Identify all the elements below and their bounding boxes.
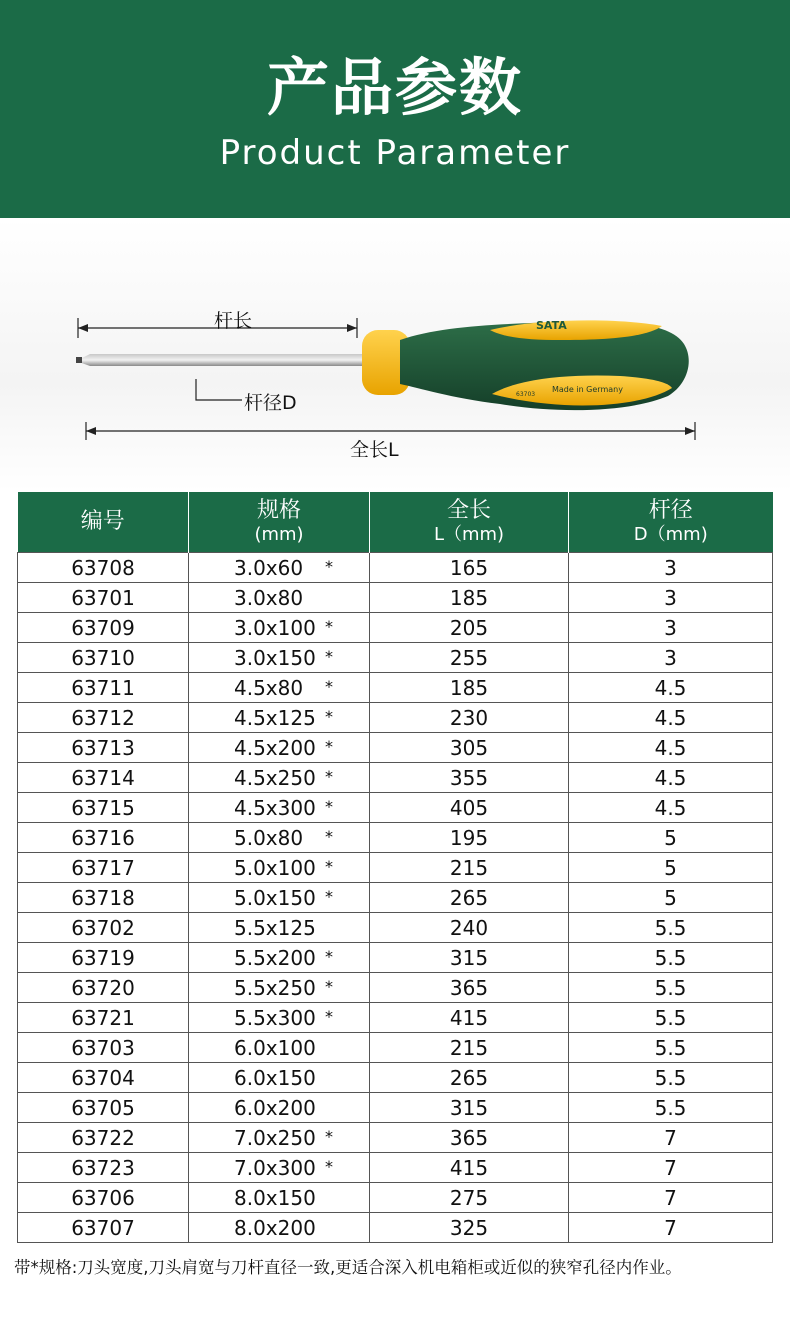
page-title: 产品参数 xyxy=(266,51,523,124)
spec-table xyxy=(17,492,773,1243)
cell-code: 63716 xyxy=(18,823,189,853)
cell-shank-diameter: 7 xyxy=(569,1183,773,1213)
table-row xyxy=(18,763,773,793)
cell-total-length: 315 xyxy=(370,943,569,973)
table-row xyxy=(18,583,773,613)
table-row xyxy=(18,613,773,643)
cell-shank-diameter: 5 xyxy=(569,883,773,913)
table-header-row xyxy=(18,492,773,553)
table-row xyxy=(18,643,773,673)
table-row xyxy=(18,1123,773,1153)
cell-shank-diameter: 5.5 xyxy=(569,1063,773,1093)
table-row xyxy=(18,1213,773,1243)
cell-total-length: 215 xyxy=(370,1033,569,1063)
cell-spec: 7.0x300 * xyxy=(189,1153,370,1183)
table-row xyxy=(18,1033,773,1063)
cell-spec: 5.0x150 * xyxy=(189,883,370,913)
table-row xyxy=(18,553,773,583)
cell-spec: 3.0x100 * xyxy=(189,613,370,643)
table-row xyxy=(18,1153,773,1183)
table-row xyxy=(18,1063,773,1093)
cell-code: 63718 xyxy=(18,883,189,913)
header-banner xyxy=(0,0,790,218)
cell-total-length: 185 xyxy=(370,673,569,703)
cell-code: 63705 xyxy=(18,1093,189,1123)
cell-code: 63701 xyxy=(18,583,189,613)
cell-shank-diameter: 4.5 xyxy=(569,763,773,793)
cell-code: 63722 xyxy=(18,1123,189,1153)
cell-spec: 4.5x125 * xyxy=(189,703,370,733)
cell-code: 63708 xyxy=(18,553,189,583)
cell-shank-diameter: 4.5 xyxy=(569,733,773,763)
table-row xyxy=(18,1003,773,1033)
table-row xyxy=(18,793,773,823)
cell-total-length: 275 xyxy=(370,1183,569,1213)
cell-code: 63719 xyxy=(18,943,189,973)
table-row xyxy=(18,703,773,733)
cell-spec: 5.5x125 xyxy=(189,913,370,943)
page-subtitle: Product Parameter xyxy=(219,133,571,173)
star-marker: * xyxy=(325,647,333,666)
cell-shank-diameter: 3 xyxy=(569,553,773,583)
cell-total-length: 405 xyxy=(370,793,569,823)
cell-spec: 5.5x250 * xyxy=(189,973,370,1003)
cell-spec: 5.0x80 * xyxy=(189,823,370,853)
cell-shank-diameter: 5.5 xyxy=(569,1003,773,1033)
star-marker: * xyxy=(325,767,333,786)
cell-total-length: 415 xyxy=(370,1003,569,1033)
cell-code: 63714 xyxy=(18,763,189,793)
shank-length-label: 杆长 xyxy=(214,310,253,332)
table-row xyxy=(18,733,773,763)
cell-shank-diameter: 7 xyxy=(569,1153,773,1183)
star-marker: * xyxy=(325,977,333,996)
header-shank-diameter: 杆径 D（mm) xyxy=(569,492,773,553)
cell-total-length: 315 xyxy=(370,1093,569,1123)
star-marker: * xyxy=(325,617,333,636)
star-marker: * xyxy=(325,1007,333,1026)
table-row xyxy=(18,913,773,943)
cell-shank-diameter: 3 xyxy=(569,613,773,643)
cell-total-length: 195 xyxy=(370,823,569,853)
cell-spec: 4.5x300 * xyxy=(189,793,370,823)
cell-shank-diameter: 4.5 xyxy=(569,793,773,823)
cell-code: 63702 xyxy=(18,913,189,943)
cell-spec: 3.0x150 * xyxy=(189,643,370,673)
handle-brand-text: SATA xyxy=(536,319,567,332)
footnote: 带*规格:刀头宽度,刀头肩宽与刀杆直径一致,更适合深入机电箱柜或近似的狭窄孔径内作业。 xyxy=(14,1258,682,1277)
star-marker: * xyxy=(325,1157,333,1176)
cell-code: 63723 xyxy=(18,1153,189,1183)
cell-code: 63706 xyxy=(18,1183,189,1213)
shank-diameter-leader xyxy=(196,379,242,400)
cell-spec: 6.0x200 xyxy=(189,1093,370,1123)
cell-shank-diameter: 5.5 xyxy=(569,943,773,973)
cell-shank-diameter: 3 xyxy=(569,583,773,613)
cell-code: 63712 xyxy=(18,703,189,733)
cell-total-length: 215 xyxy=(370,853,569,883)
cell-spec: 4.5x250 * xyxy=(189,763,370,793)
cell-total-length: 265 xyxy=(370,883,569,913)
cell-total-length: 265 xyxy=(370,1063,569,1093)
cell-total-length: 240 xyxy=(370,913,569,943)
cell-spec: 4.5x200 * xyxy=(189,733,370,763)
cell-total-length: 305 xyxy=(370,733,569,763)
cell-shank-diameter: 5.5 xyxy=(569,1093,773,1123)
cell-total-length: 415 xyxy=(370,1153,569,1183)
total-length-label: 全长L xyxy=(350,439,399,461)
cell-code: 63704 xyxy=(18,1063,189,1093)
cell-shank-diameter: 5 xyxy=(569,823,773,853)
cell-spec: 8.0x150 xyxy=(189,1183,370,1213)
star-marker: * xyxy=(325,797,333,816)
cell-shank-diameter: 7 xyxy=(569,1213,773,1243)
star-marker: * xyxy=(325,557,333,576)
cell-shank-diameter: 4.5 xyxy=(569,673,773,703)
cell-spec: 7.0x250 * xyxy=(189,1123,370,1153)
star-marker: * xyxy=(325,677,333,696)
cell-code: 63715 xyxy=(18,793,189,823)
cell-shank-diameter: 5 xyxy=(569,853,773,883)
cell-code: 63717 xyxy=(18,853,189,883)
cell-code: 63711 xyxy=(18,673,189,703)
cell-shank-diameter: 3 xyxy=(569,643,773,673)
screwdriver-shaft xyxy=(76,354,368,366)
cell-total-length: 185 xyxy=(370,583,569,613)
table-row xyxy=(18,883,773,913)
header-total-length: 全长 L（mm) xyxy=(370,492,569,553)
cell-spec: 3.0x80 xyxy=(189,583,370,613)
star-marker: * xyxy=(325,947,333,966)
table-row xyxy=(18,1093,773,1123)
star-marker: * xyxy=(325,857,333,876)
cell-spec: 6.0x150 xyxy=(189,1063,370,1093)
cell-spec: 4.5x80 * xyxy=(189,673,370,703)
star-marker: * xyxy=(325,887,333,906)
cell-total-length: 365 xyxy=(370,973,569,1003)
spec-table-container xyxy=(17,492,772,1243)
cell-total-length: 255 xyxy=(370,643,569,673)
cell-total-length: 205 xyxy=(370,613,569,643)
table-row xyxy=(18,673,773,703)
cell-total-length: 230 xyxy=(370,703,569,733)
star-marker: * xyxy=(325,707,333,726)
cell-total-length: 355 xyxy=(370,763,569,793)
star-marker: * xyxy=(325,737,333,756)
cell-code: 63709 xyxy=(18,613,189,643)
cell-spec: 5.5x200 * xyxy=(189,943,370,973)
cell-total-length: 165 xyxy=(370,553,569,583)
table-row xyxy=(18,943,773,973)
cell-total-length: 325 xyxy=(370,1213,569,1243)
cell-code: 63720 xyxy=(18,973,189,1003)
cell-code: 63703 xyxy=(18,1033,189,1063)
cell-shank-diameter: 5.5 xyxy=(569,913,773,943)
cell-spec: 8.0x200 xyxy=(189,1213,370,1243)
cell-code: 63721 xyxy=(18,1003,189,1033)
table-row xyxy=(18,973,773,1003)
cell-spec: 3.0x60 * xyxy=(189,553,370,583)
star-marker: * xyxy=(325,827,333,846)
cell-spec: 6.0x100 xyxy=(189,1033,370,1063)
cell-shank-diameter: 7 xyxy=(569,1123,773,1153)
cell-total-length: 365 xyxy=(370,1123,569,1153)
cell-code: 63710 xyxy=(18,643,189,673)
table-row xyxy=(18,823,773,853)
table-row xyxy=(18,1183,773,1213)
header-code: 编号 xyxy=(18,492,189,553)
handle-code-text: 63703 xyxy=(516,391,536,398)
cell-shank-diameter: 5.5 xyxy=(569,1033,773,1063)
header-spec: 规格 (mm) xyxy=(189,492,370,553)
handle-made-text: Made in Germany xyxy=(552,385,623,394)
screwdriver-diagram xyxy=(0,218,790,492)
star-marker: * xyxy=(325,1127,333,1146)
shank-diameter-label: 杆径D xyxy=(244,392,297,414)
cell-code: 63707 xyxy=(18,1213,189,1243)
cell-shank-diameter: 4.5 xyxy=(569,703,773,733)
cell-spec: 5.0x100 * xyxy=(189,853,370,883)
table-row xyxy=(18,853,773,883)
cell-shank-diameter: 5.5 xyxy=(569,973,773,1003)
cell-spec: 5.5x300 * xyxy=(189,1003,370,1033)
cell-code: 63713 xyxy=(18,733,189,763)
